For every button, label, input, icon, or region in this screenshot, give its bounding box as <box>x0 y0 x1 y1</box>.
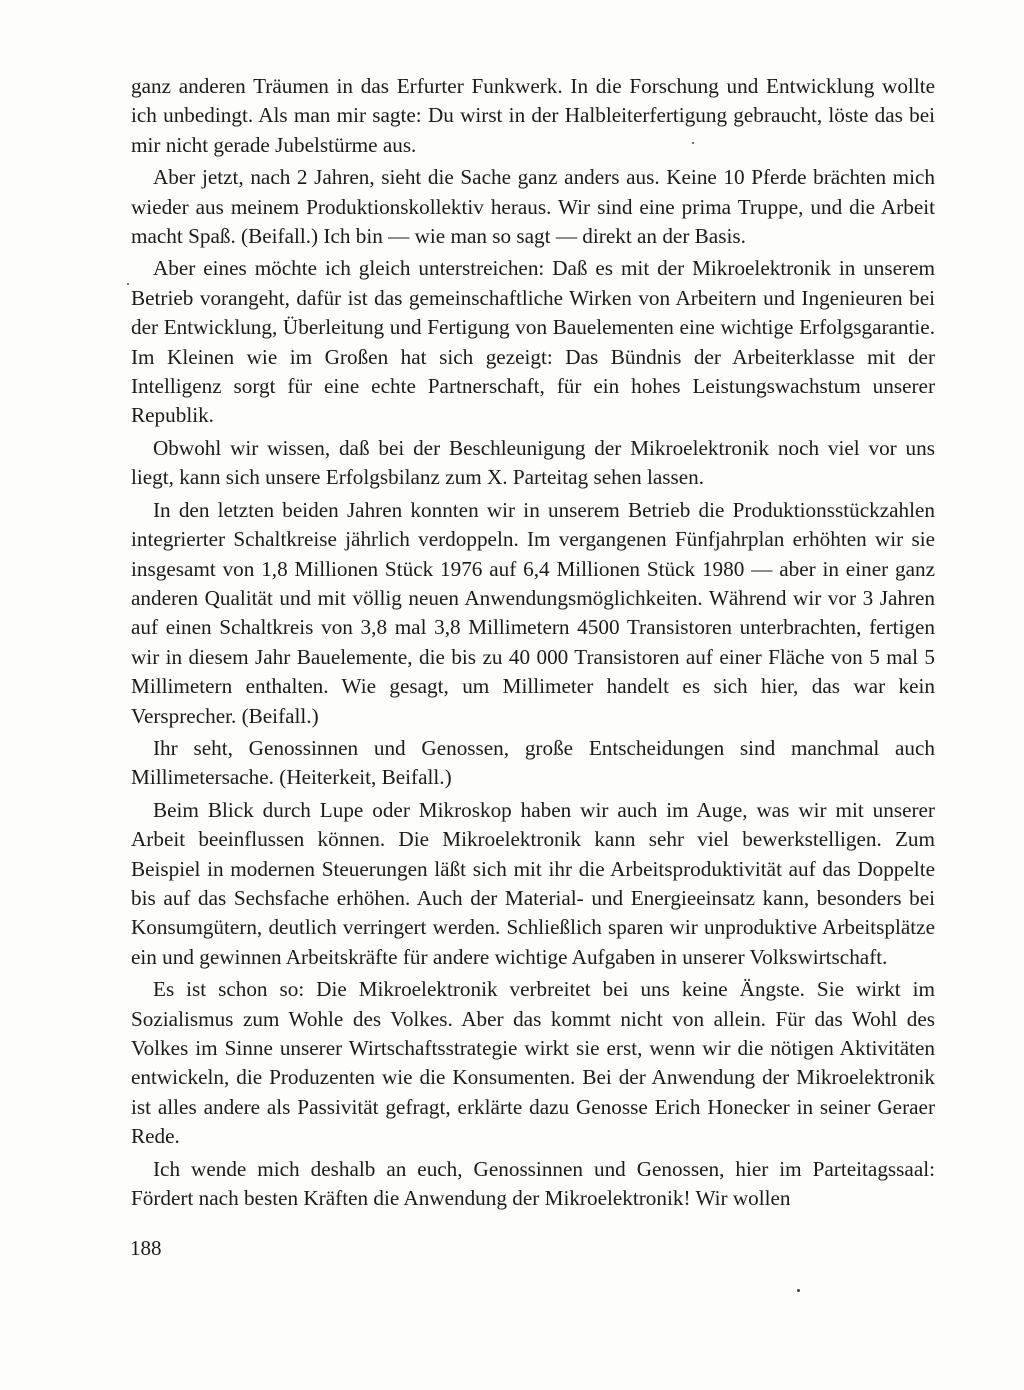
paragraph-9: Ich wende mich deshalb an euch, Genossinnen und Genossen, hier im Parteitagssaal: Fördert nach besten Kräften die Anwendung der Mikroelektronik! Wir wollen <box>131 1156 935 1211</box>
paragraph-6: Ihr seht, Genossinnen und Genossen, große Entscheidungen sind manchmal auch Millimetersache. (Heiterkeit, Beifall.) <box>131 735 935 790</box>
paragraph-2: Aber jetzt, nach 2 Jahren, sieht die Sache ganz anders aus. Keine 10 Pferde brächten mich wieder aus meinem Produktionskollektiv heraus. Wir sind eine prima Truppe, und die Arbeit macht Spaß. (Beifall.) Ich bin — wie man so sagt — direkt an der Basis. <box>131 165 935 249</box>
paragraph-7: Beim Blick durch Lupe oder Mikroskop haben wir auch im Auge, was wir mit unserer Arbeit beeinflussen können. Die Mikroelektronik kann sehr viel bewerkstelligen. Zum Beispiel in modernen Steuerungen läßt sich mit ihr die Arbeitsproduktivität auf das Doppelte bis auf das Sechsfache erhöhen. Auch der Material- und Energieeinsatz kann, besonders bei Konsumgütern, deutlich verringert werden. Schließlich sparen wir unproduktive Arbeitsplätze ein und gewinnen Arbeitskräfte für andere wichtige Aufgaben in unserer Volkswirtschaft. <box>131 797 935 969</box>
body-text <box>131 72 935 1216</box>
page-number: 188 <box>130 1236 162 1260</box>
scan-speck <box>797 1289 800 1292</box>
paragraph-5: In den letzten beiden Jahren konnten wir in unserem Betrieb die Produktionsstückzahlen integrierter Schaltkreise jährlich verdoppeln. Im vergangenen Fünfjahrplan erhöhten wir sie insgesamt von 1,8 Millionen Stück 1976 auf 6,4 Millionen Stück 1980 — aber in einer ganz anderen Qualität und mit völlig neuen Anwendungsmöglichkeiten. Während wir vor 3 Jahren auf einen Schaltkreis von 3,8 mal 3,8 Millimetern 4500 Transistoren unterbrachten, fertigen wir in diesem Jahr Bauelemente, die bis zu 40 000 Transistoren auf einer Fläche von 5 mal 5 Millimetern enthalten. Wie gesagt, um Millimeter handelt es sich hier, das war kein Versprecher. (Beifall.) <box>131 497 935 728</box>
paragraph-3: Aber eines möchte ich gleich unterstreichen: Daß es mit der Mikroelektronik in unserem Betrieb vorangeht, dafür ist das gemeinschaftliche Wirken von Arbeitern und Ingenieuren bei der Entwicklung, Überleitung und Fertigung von Bauelementen eine wichtige Erfolgsgarantie. Im Kleinen wie im Großen hat sich gezeigt: Das Bündnis der Arbeiterklasse mit der Intelligenz sorgt für eine echte Partnerschaft, für ein hohes Leistungswachstum unserer Republik. <box>131 256 935 428</box>
paragraph-8: Es ist schon so: Die Mikroelektronik verbreitet bei uns keine Ängste. Sie wirkt im Sozialismus zum Wohle des Volkes. Aber das kommt nicht von allein. Für das Wohl des Volkes im Sinne unserer Wirtschaftsstrategie wirkt sie erst, wenn wir die nötigen Aktivitäten entwickeln, die Produzenten wie die Konsumenten. Bei der Anwendung der Mikroelektronik ist alles andere als Passivität gefragt, erklärte dazu Genosse Erich Honecker in seiner Geraer Rede. <box>131 977 935 1149</box>
paragraph-1: ganz anderen Träumen in das Erfurter Funkwerk. In die Forschung und Entwicklung wollte ich unbedingt. Als man mir sagte: Du wirst in der Halbleiterfertigung gebraucht, löste das bei mir nicht gerade Jubelstürme aus. <box>131 74 935 157</box>
paragraph-4: Obwohl wir wissen, daß bei der Beschleunigung der Mikroelektronik noch viel vor uns liegt, kann sich unsere Erfolgsbilanz zum X. Parteitag sehen lassen. <box>131 435 935 490</box>
scan-speck <box>692 142 694 144</box>
scan-speck <box>127 283 129 285</box>
